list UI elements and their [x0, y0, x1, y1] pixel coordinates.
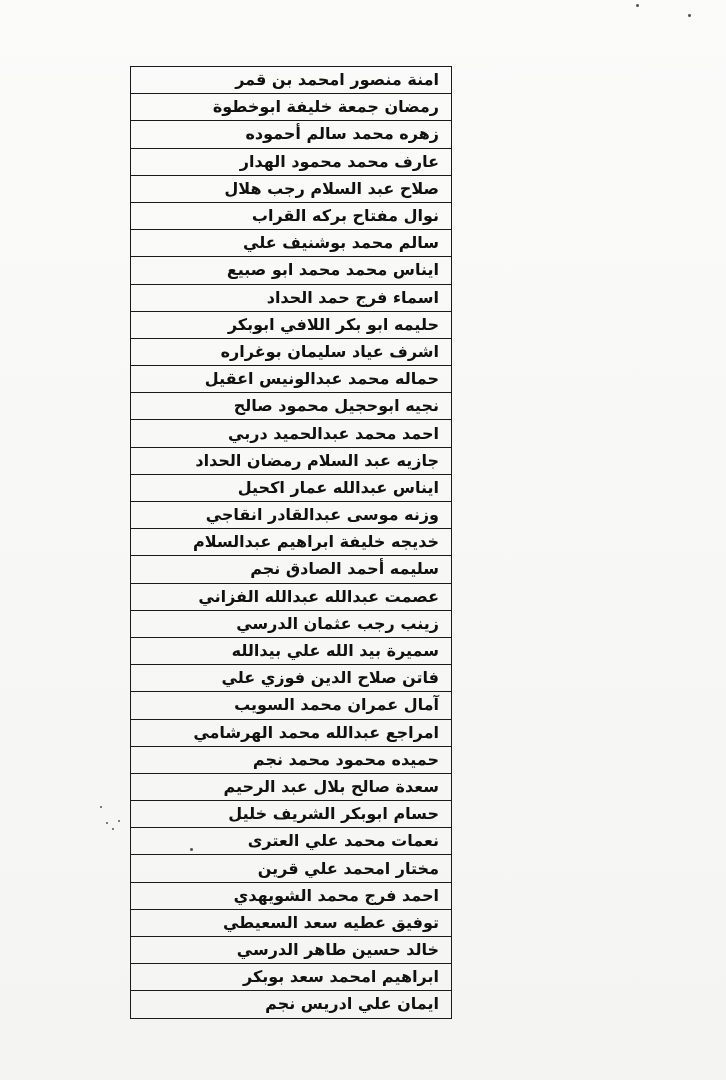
table-row	[131, 502, 452, 529]
name-cell: اشرف عياد سليمان بوغراره	[131, 338, 452, 365]
name-cell: آمال عمران محمد السويب	[131, 692, 452, 719]
name-cell: رمضان جمعة خليفة ابوخطوة	[131, 94, 452, 121]
name-cell: احمد محمد عبدالحميد دربي	[131, 420, 452, 447]
table-row	[131, 719, 452, 746]
scan-speck	[112, 828, 114, 830]
scan-speck	[636, 4, 639, 7]
name-cell: سليمه أحمد الصادق نجم	[131, 556, 452, 583]
name-cell: ايمان علي ادريس نجم	[131, 991, 452, 1018]
name-cell: احمد فرج محمد الشويهدي	[131, 882, 452, 909]
name-cell: امنة منصور امحمد بن قمر	[131, 67, 452, 94]
table-row	[131, 230, 452, 257]
name-cell: خالد حسين طاهر الدرسي	[131, 937, 452, 964]
table-row	[131, 420, 452, 447]
table-row	[131, 202, 452, 229]
table-row	[131, 366, 452, 393]
table-row	[131, 801, 452, 828]
table-row	[131, 882, 452, 909]
name-cell: نوال مفتاح بركه القراب	[131, 202, 452, 229]
name-cell: وزنه موسى عبدالقادر انقاجي	[131, 502, 452, 529]
table-row	[131, 610, 452, 637]
name-cell: عصمت عبدالله عبدالله الفزاني	[131, 583, 452, 610]
names-table	[130, 66, 452, 1019]
name-cell: نعمات محمد علي العترى	[131, 828, 452, 855]
table-row	[131, 909, 452, 936]
name-cell: زينب رجب عثمان الدرسي	[131, 610, 452, 637]
table-row	[131, 529, 452, 556]
table-row	[131, 474, 452, 501]
name-cell: ايناس عبدالله عمار اكحيل	[131, 474, 452, 501]
name-cell: سعدة صالح بلال عبد الرحيم	[131, 773, 452, 800]
name-cell: صلاح عبد السلام رجب هلال	[131, 175, 452, 202]
name-cell: ايناس محمد محمد ابو صبيع	[131, 257, 452, 284]
name-cell: خديجه خليفة ابراهيم عبدالسلام	[131, 529, 452, 556]
table-row	[131, 393, 452, 420]
table-row	[131, 828, 452, 855]
table-row	[131, 447, 452, 474]
table-row	[131, 855, 452, 882]
table-row	[131, 637, 452, 664]
table-row	[131, 746, 452, 773]
table-row	[131, 583, 452, 610]
name-cell: مختار امحمد علي قرين	[131, 855, 452, 882]
scan-speck	[688, 14, 691, 17]
table-row	[131, 175, 452, 202]
table-row	[131, 67, 452, 94]
name-cell: حميده محمود محمد نجم	[131, 746, 452, 773]
name-cell: حليمه ابو بكر اللافي ابوبكر	[131, 311, 452, 338]
name-cell: عارف محمد محمود الهدار	[131, 148, 452, 175]
scan-speck	[118, 820, 120, 822]
name-cell: اسماء فرج حمد الحداد	[131, 284, 452, 311]
name-cell: فاتن صلاح الدين فوزي علي	[131, 665, 452, 692]
names-table-body	[131, 67, 452, 1019]
name-cell: ابراهيم امحمد سعد بوبكر	[131, 964, 452, 991]
table-row	[131, 257, 452, 284]
table-row	[131, 692, 452, 719]
table-row	[131, 937, 452, 964]
name-cell: سالم محمد بوشنيف علي	[131, 230, 452, 257]
scan-speck	[106, 822, 108, 824]
table-row	[131, 338, 452, 365]
table-row	[131, 94, 452, 121]
table-row	[131, 665, 452, 692]
scan-speck	[100, 806, 102, 808]
table-row	[131, 964, 452, 991]
table-row	[131, 284, 452, 311]
name-cell: زهره محمد سالم أحموده	[131, 121, 452, 148]
table-row	[131, 148, 452, 175]
name-cell: حماله محمد عبدالونيس اعقيل	[131, 366, 452, 393]
name-cell: جازيه عبد السلام رمضان الحداد	[131, 447, 452, 474]
table-row	[131, 556, 452, 583]
name-cell: امراجع عبدالله محمد الهرشامي	[131, 719, 452, 746]
name-cell: توفيق عطيه سعد السعيطي	[131, 909, 452, 936]
name-cell: نجيه ابوحجيل محمود صالح	[131, 393, 452, 420]
table-row	[131, 991, 452, 1018]
table-row	[131, 773, 452, 800]
name-cell: سميرة بيد الله علي بيدالله	[131, 637, 452, 664]
table-row	[131, 121, 452, 148]
name-cell: حسام ابوبكر الشريف خليل	[131, 801, 452, 828]
table-row	[131, 311, 452, 338]
